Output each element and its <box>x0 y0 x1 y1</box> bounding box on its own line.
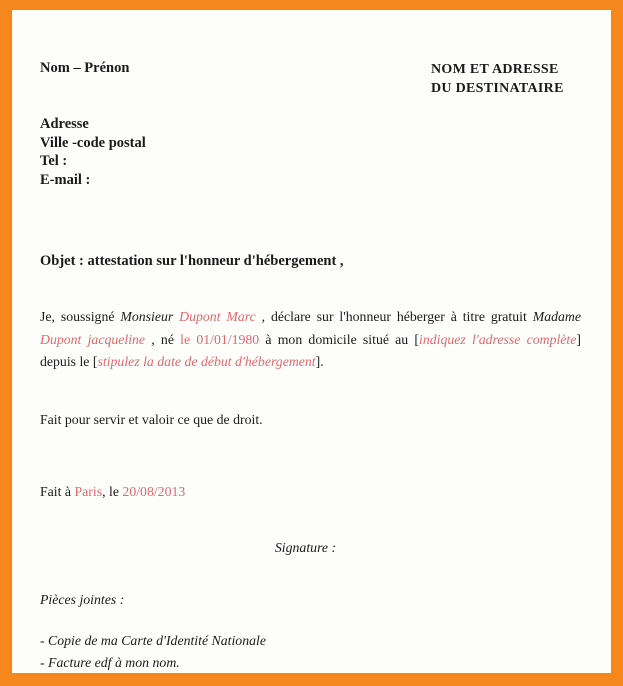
sender-details <box>40 115 581 189</box>
body-seg-host-name: Dupont Marc <box>179 309 256 324</box>
subject-line: Objet : attestation sur l'honneur d'hébergement , <box>40 253 344 269</box>
date-city: Paris <box>74 483 103 499</box>
attachment-item: - Facture edf à mon nom. <box>40 654 180 670</box>
body-seg-born: , né <box>145 331 181 347</box>
body-seg-title-host: Monsieur <box>120 309 180 324</box>
body-seg-birthdate: le 01/01/1980 <box>180 331 260 347</box>
attachment-list <box>40 630 581 674</box>
letter-header <box>40 60 581 98</box>
attachments-title: Pièces jointes : <box>40 591 125 607</box>
recipient-block <box>431 60 581 98</box>
letter-page <box>12 10 611 673</box>
attachment-item: - Copie de ma Carte d'Identité Nationale <box>40 632 266 648</box>
body-seg-guest-name: Dupont jacqueline <box>40 331 146 347</box>
date-separator: , le <box>102 483 123 499</box>
date-prefix: Fait à <box>40 483 75 499</box>
recipient-line2: DU DESTINATAIRE <box>431 81 564 96</box>
date-value: 20/08/2013 <box>122 483 186 499</box>
date-line <box>40 484 581 500</box>
sender-address: Adresse <box>40 116 89 132</box>
body-paragraph <box>40 306 581 374</box>
body-seg-title-guest: Madame <box>532 309 581 324</box>
sender-name: Nom – Prénon <box>40 60 130 76</box>
closing-line: Fait pour servir et valoir ce que de droit. <box>40 411 263 427</box>
body-seg-declare: , déclare sur l'honneur héberger à titre gratuit <box>255 309 533 324</box>
body-seg-end: ]. <box>315 354 324 369</box>
body-seg-startdate-placeholder: stipulez la date de début d'hébergement <box>97 354 316 369</box>
recipient-line1: NOM ET ADRESSE <box>431 62 559 77</box>
body-seg-address-placeholder: indiquez l'adresse complète <box>419 331 577 347</box>
signature-label: Signature : <box>274 539 337 555</box>
body-seg-intro: Je, soussigné <box>40 309 121 324</box>
body-seg-domicile: à mon domicile situé au [ <box>259 331 419 347</box>
sender-tel: Tel : <box>40 153 68 169</box>
sender-email: E-mail : <box>40 171 91 188</box>
body-seg-since: ] depuis le [ <box>40 331 581 369</box>
sender-city-postal: Ville -code postal <box>40 134 146 151</box>
letter-content <box>12 10 611 674</box>
